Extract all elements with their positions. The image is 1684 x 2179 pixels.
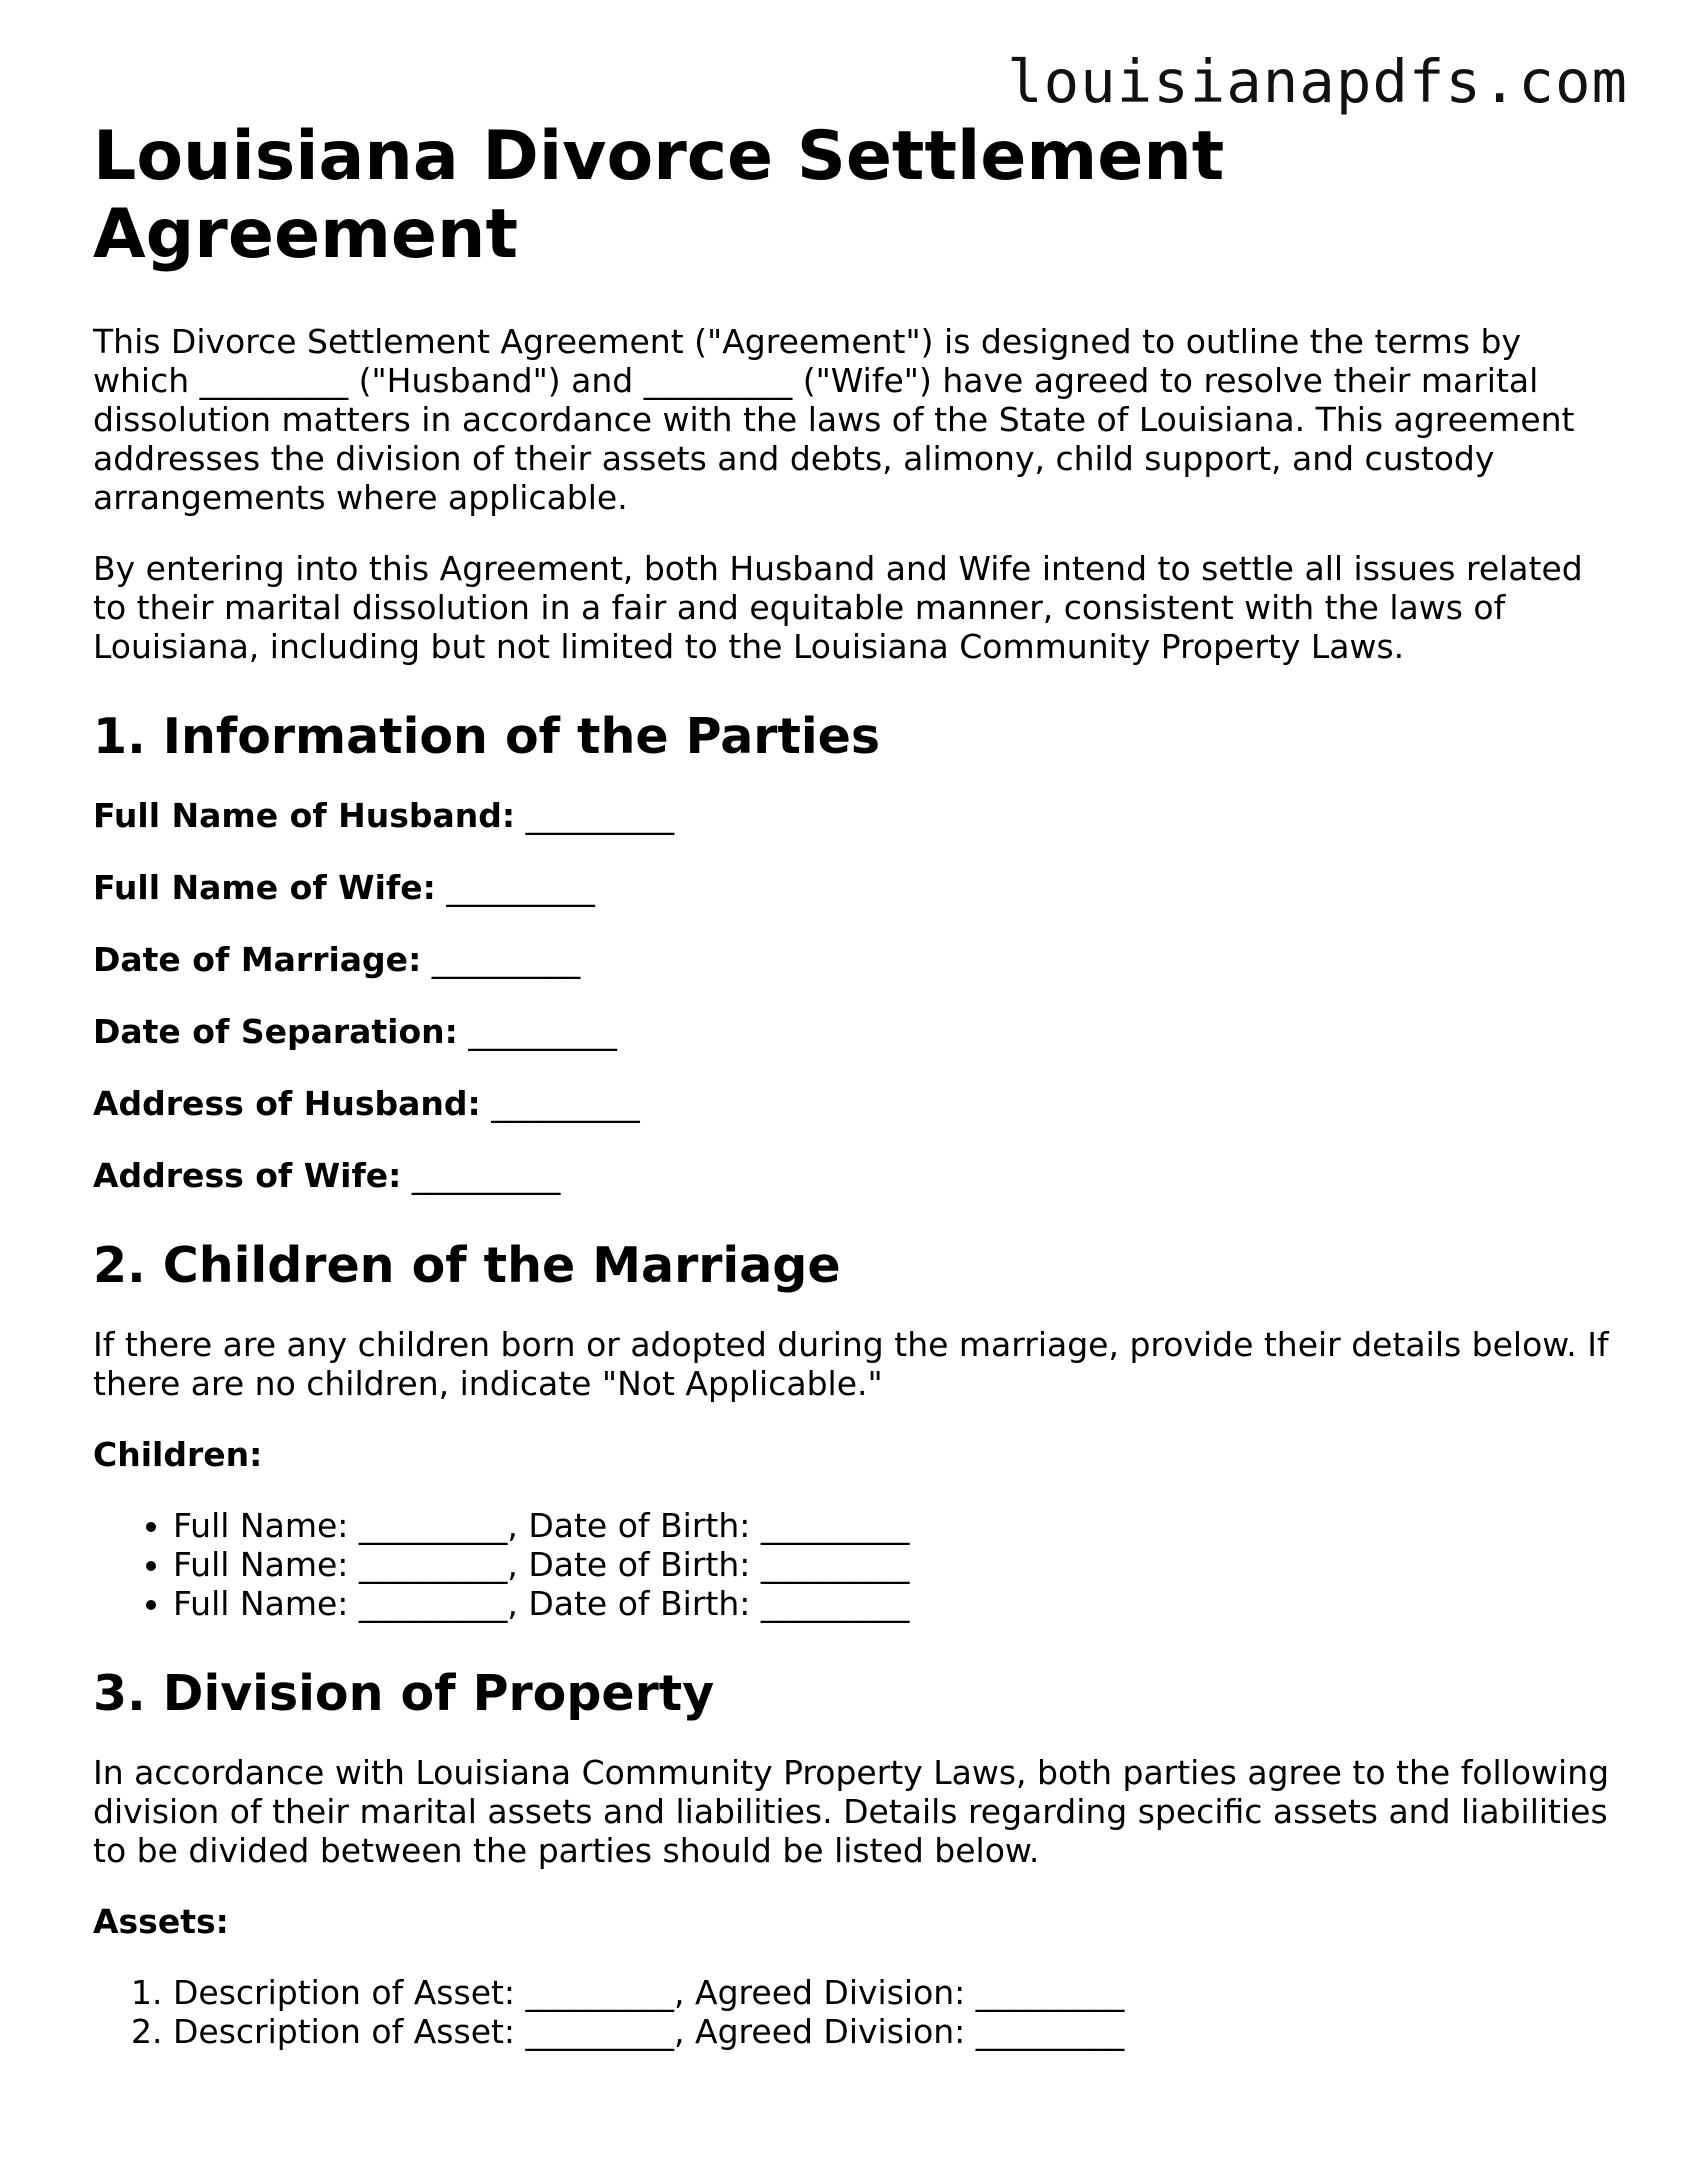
list-item: • Full Name: _________, Date of Birth: _________	[173, 1506, 1613, 1545]
list-item: 1. Description of Asset: _________, Agreed Division: _________	[173, 1973, 1613, 2012]
field-marriage-date	[93, 940, 1613, 979]
field-label: Full Name of Wife:	[93, 868, 436, 907]
assets-list-label: Assets:	[93, 1902, 229, 1941]
field-label: Date of Separation:	[93, 1012, 458, 1051]
section-heading-children: 2. Children of the Marriage	[93, 1237, 841, 1294]
field-separation-date	[93, 1012, 1613, 1051]
field-wife-name	[93, 868, 1613, 907]
field-blank[interactable]: _________	[525, 796, 675, 835]
section-heading-property: 3. Division of Property	[93, 1665, 715, 1722]
site-watermark: louisianapdfs.com	[1007, 47, 1628, 116]
field-label: Full Name of Husband:	[93, 796, 516, 835]
children-list-label: Children:	[93, 1435, 263, 1474]
children-list	[93, 1506, 1613, 1623]
intro-paragraph: This Divorce Settlement Agreement ("Agreement") is designed to outline the terms by which _________ ("Husband") and _________ ("Wife") have agreed to resolve their marital dissolution matters in accordance with the laws of the State of Louisiana. This agreement addresses the division of their assets and debts, alimony, child support, and custody arrangements where applicable.	[93, 322, 1575, 517]
field-label: Address of Husband:	[93, 1084, 481, 1123]
field-blank[interactable]: _________	[446, 868, 595, 907]
assets-list	[93, 1973, 1613, 2051]
list-item: • Full Name: _________, Date of Birth: _________	[173, 1584, 1613, 1623]
field-label: Address of Wife:	[93, 1156, 402, 1195]
list-item: 2. Description of Asset: _________, Agreed Division: _________	[173, 2012, 1613, 2051]
children-paragraph: If there are any children born or adopted during the marriage, provide their details below. If there are no children, indicate "Not Applicable."	[93, 1325, 1609, 1403]
list-item: • Full Name: _________, Date of Birth: _________	[173, 1545, 1613, 1584]
intro-paragraph: By entering into this Agreement, both Husband and Wife intend to settle all issues related to their marital dissolution in a fair and equitable manner, consistent with the laws of Louisiana, including but not limited to the Louisiana Community Property Laws.	[93, 549, 1583, 666]
field-blank[interactable]: _________	[491, 1084, 640, 1123]
section-heading-parties: 1. Information of the Parties	[93, 708, 881, 765]
field-wife-address	[93, 1156, 1613, 1195]
field-blank[interactable]: _________	[411, 1156, 561, 1195]
document-page	[93, 118, 1613, 2083]
field-blank[interactable]: _________	[431, 940, 581, 979]
field-blank[interactable]: _________	[468, 1012, 617, 1051]
field-husband-address	[93, 1084, 1613, 1123]
property-paragraph: In accordance with Louisiana Community Property Laws, both parties agree to the following division of their marital assets and liabilities. Details regarding specific assets and liabilities to be divided between the parties should be listed below.	[93, 1753, 1610, 1870]
document-title: Louisiana Divorce Settlement Agreement	[93, 117, 1225, 274]
field-label: Date of Marriage:	[93, 940, 422, 979]
field-husband-name	[93, 796, 1613, 835]
